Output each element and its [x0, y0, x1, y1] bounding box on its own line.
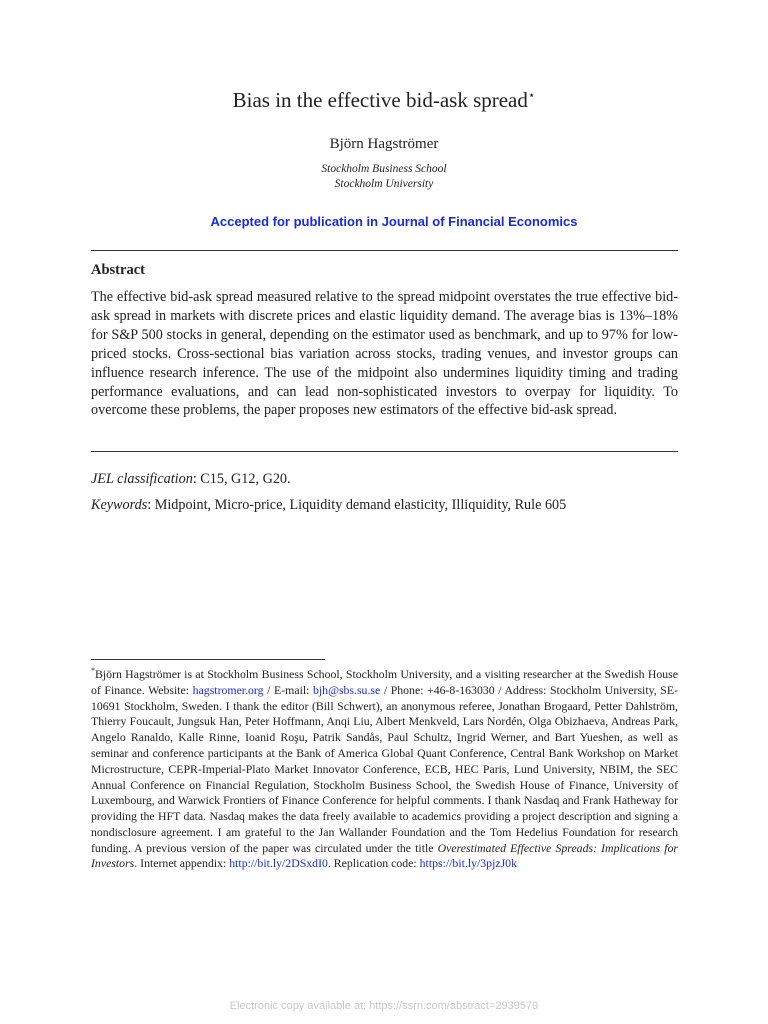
previous-title: Overestimated Effective Spreads: Implications for Investors — [91, 840, 678, 871]
author-name: Björn Hagströmer — [329, 136, 439, 152]
jel-value: : C15, G12, G20. — [192, 471, 291, 487]
abstract-text: The effective bid-ask spread measured relative to the spread midpoint overstates the true effective bid-ask spread in markets with discrete prices and elastic liquidity demand. The average bias is 13%–18% for S&P 500 stocks in general, depending on the estimator used as benchmark, and up to 97% for low-priced stocks. Cross-sectional bias variation across stocks, trading venues, and investor groups can influence research inference. The use of the midpoint also undermines liquidity timing and trading performance evaluations, and can lead non-sophisticated investors to overpay for liquidity. To overcome these problems, the paper proposes new estimators of the effective bid-ask spread. — [91, 289, 678, 419]
accepted-notice: Accepted for publication in Journal of Financial Economics — [210, 214, 578, 229]
footnote-mark: * — [91, 666, 95, 675]
keywords — [91, 497, 678, 514]
affiliation-university: Stockholm University — [334, 178, 434, 190]
affiliation-school: Stockholm Business School — [321, 163, 447, 175]
replication-code-link[interactable]: https://bit.ly/3pjzJ0k — [419, 856, 517, 871]
email-link[interactable]: bjh@sbs.su.se — [313, 682, 381, 697]
ssrn-watermark: Electronic copy available at: https://ssrn.com/abstract=2939579 — [229, 1000, 539, 1012]
footnote-text-4: . Internet appendix: — [134, 856, 230, 871]
paper-title — [0, 88, 768, 113]
keywords-label: Keywords — [91, 497, 148, 513]
footnote-text-3: / Phone: +46-8-163030 / Address: Stockholm University, SE-10691 Stockholm, Sweden. I thank the editor (Bill Schwert), an anonymous referee, Jonathan Brogaard, Petter Dahlström, Thierry Foucault, Jungsuk Han, Peter Hoffmann, Anqi Liu, Albert Menkveld, Lars Nordén, Olga Obizhaeva, Andreas Park, Angelo Ranaldo, Kalle Rinne, Ioanid Roşu, Patrik Sandås, Paul Schultz, Ingrid Werner, and Bart Yueshen, as well as seminar and conference participants at the Bank of America Global Quant Conference, Central Bank Workshop on Market Microstructure, CEPR-Imperial-Plato Market Innovator Conference, ECB, HEC Paris, Lund University, NBIM, the SEC Annual Conference on Financial Regulation, Stockholm Business School, the Swedish House of Finance, University of Luxembourg, and Warwick Frontiers of Finance Conference for helpful comments. I thank Nasdaq and Frank Hatheway for providing the HFT data. Nasdaq makes the data freely available to academics providing a project description and signing a nondisclosure agreement. I am grateful to the Jan Wallander Foundation and the Tom Hedelius Foundation for research funding. A previous version of the paper was circulated under the title — [91, 682, 678, 855]
keywords-value: : Midpoint, Micro-price, Liquidity demand elasticity, Illiquidity, Rule 605 — [147, 497, 567, 513]
abstract-bottom-rule — [91, 451, 678, 452]
abstract-heading: Abstract — [91, 262, 145, 278]
footnote — [91, 663, 678, 872]
appendix-link[interactable]: http://bit.ly/2DSxdI0 — [229, 856, 328, 871]
jel-classification — [91, 471, 678, 488]
title-footnote-mark: ⋆ — [527, 88, 536, 102]
jel-label: JEL classification — [91, 471, 193, 487]
footnote-text-5: . Replication code: — [327, 856, 420, 871]
abstract-top-rule — [91, 250, 678, 251]
footnote-text-1: Björn Hagströmer is at Stockholm Business School, Stockholm University, and a visiting researcher at the Swedish House of Finance. Website: — [91, 666, 678, 697]
paper-title-text: Bias in the effective bid-ask spread — [232, 88, 528, 112]
footnote-text-2: / E-mail: — [263, 682, 313, 697]
footnote-rule — [91, 659, 325, 660]
website-link[interactable]: hagstromer.org — [192, 682, 264, 697]
